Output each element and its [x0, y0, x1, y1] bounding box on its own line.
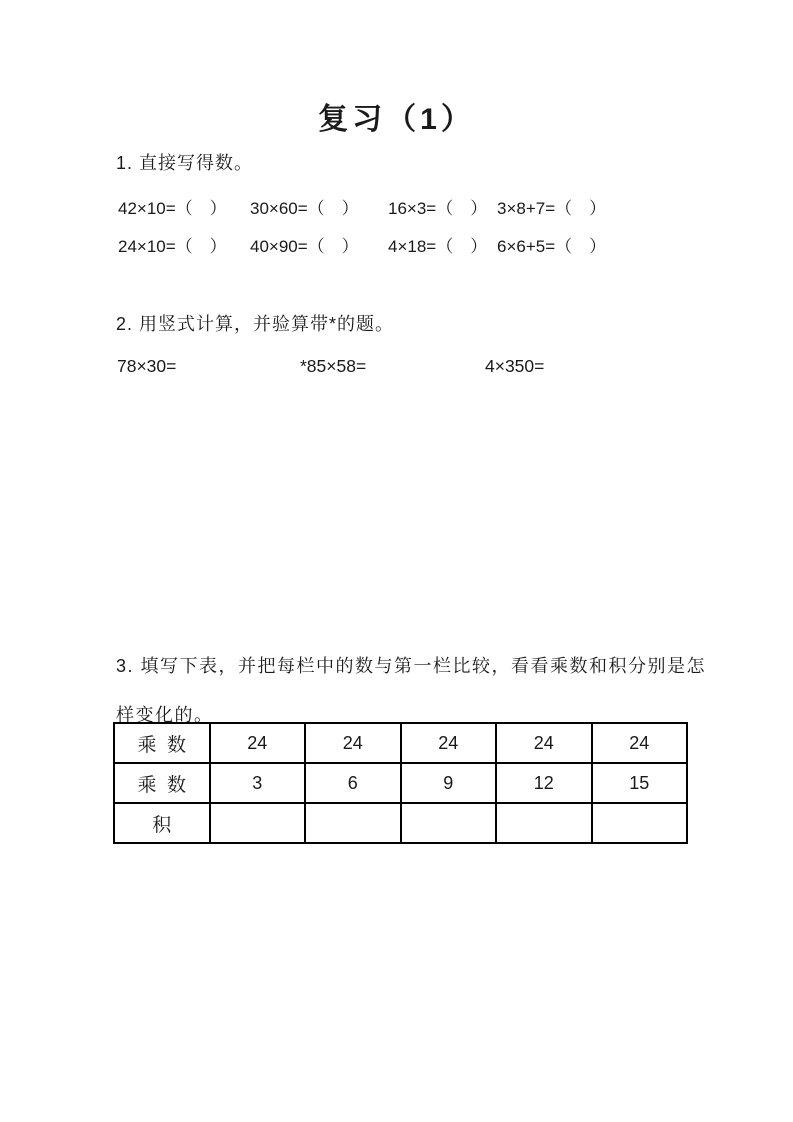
multiplication-table — [113, 722, 688, 844]
vertical-calc-problem: *85×58= — [300, 356, 367, 376]
vertical-calc-problem: 4×350= — [485, 356, 545, 376]
empty-product-cell — [401, 803, 497, 843]
empty-product-cell — [305, 803, 401, 843]
row-label-cell: 乘数 — [114, 763, 210, 803]
empty-product-cell — [592, 803, 688, 843]
equation: 30×60=（ ） — [250, 199, 359, 218]
table-row-multiplier-2 — [114, 763, 687, 803]
row-label-cell: 积 — [114, 803, 210, 843]
page-title: 复习（1） — [318, 103, 475, 136]
row-label-cell: 乘数 — [114, 723, 210, 763]
value-cell: 15 — [592, 763, 688, 803]
section1-heading: 1. 直接写得数。 — [116, 153, 254, 173]
section2-heading: 2. 用竖式计算，并验算带*的题。 — [116, 314, 395, 334]
value-cell: 24 — [496, 723, 592, 763]
equation: 4×18=（ ） — [388, 237, 488, 256]
value-cell: 3 — [210, 763, 306, 803]
value-cell: 24 — [305, 723, 401, 763]
table-row-multiplier-1 — [114, 723, 687, 763]
vertical-calc-problem: 78×30= — [117, 356, 177, 376]
equation: 24×10=（ ） — [118, 237, 227, 256]
equation: 6×6+5=（ ） — [497, 237, 607, 256]
section3-heading-line1: 3. 填写下表，并把每栏中的数与第一栏比较，看看乘数和积分别是怎 — [116, 655, 707, 676]
value-cell: 24 — [592, 723, 688, 763]
equation: 40×90=（ ） — [250, 237, 359, 256]
empty-product-cell — [210, 803, 306, 843]
section3-heading-line2: 样变化的。 — [116, 704, 214, 725]
oral-calculation-row-2 — [118, 232, 606, 257]
table-row-product — [114, 803, 687, 843]
value-cell: 6 — [305, 763, 401, 803]
equation: 3×8+7=（ ） — [497, 199, 607, 218]
equation: 42×10=（ ） — [118, 199, 227, 218]
vertical-calculation-problems — [117, 356, 544, 377]
value-cell: 24 — [210, 723, 306, 763]
value-cell: 9 — [401, 763, 497, 803]
equation: 16×3=（ ） — [388, 199, 488, 218]
value-cell: 24 — [401, 723, 497, 763]
value-cell: 12 — [496, 763, 592, 803]
empty-product-cell — [496, 803, 592, 843]
oral-calculation-row-1 — [118, 194, 606, 219]
